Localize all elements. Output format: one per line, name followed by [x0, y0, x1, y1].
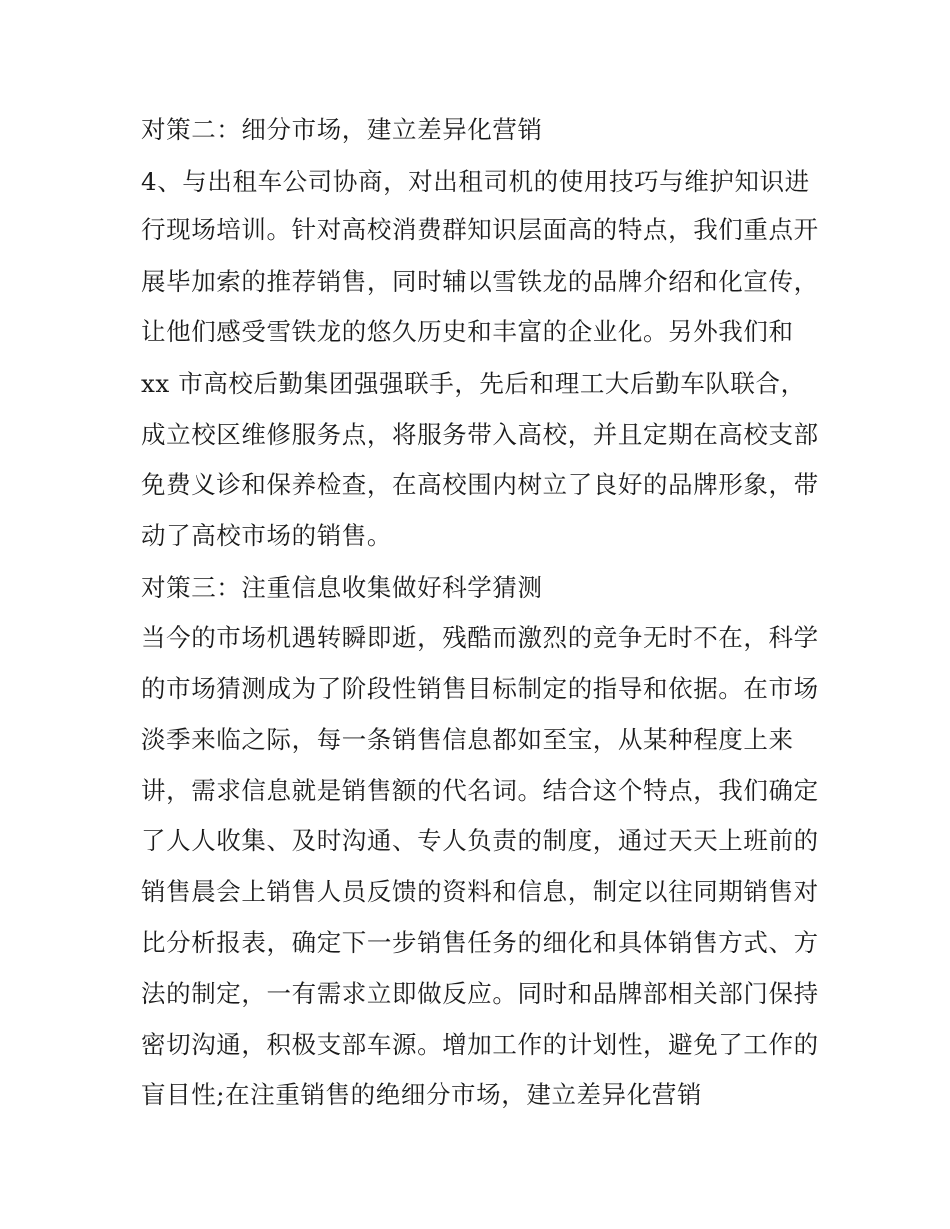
paragraph-line: 法的制定，一有需求立即做反应。同时和品牌部相关部门保持 [141, 979, 819, 1008]
paragraph-line: 行现场培训。针对高校消费群知识层面高的特点，我们重点开 [141, 215, 819, 244]
paragraph-line: 免费义诊和保养检查，在高校围内树立了良好的品牌形象，带 [141, 470, 819, 499]
paragraph-line: 销售晨会上销售人员反馈的资料和信息，制定以往同期销售对 [141, 877, 819, 906]
paragraph-line: 让他们感受雪铁龙的悠久历史和丰富的企业化。另外我们和 [141, 317, 794, 346]
paragraph-line: 盲目性;在注重销售的绝细分市场，建立差异化营销 [141, 1080, 703, 1109]
section-heading: 对策二：细分市场，建立差异化营销 [141, 115, 543, 144]
paragraph-line: 的市场猜测成为了阶段性销售目标制定的指导和依据。在市场 [141, 674, 819, 703]
paragraph-line: xx 市高校后勤集团强强联手，先后和理工大后勤车队联合， [141, 369, 806, 398]
paragraph-line: 展毕加索的推荐销售，同时辅以雪铁龙的品牌介绍和化宣传， [141, 267, 819, 296]
paragraph-line: 4、与出租车公司协商，对出租司机的使用技巧与维护知识进 [141, 167, 810, 196]
paragraph-line: 当今的市场机遇转瞬即逝，残酷而激烈的竞争无时不在，科学 [141, 623, 819, 652]
paragraph-line: 密切沟通，积极支部车源。增加工作的计划性，避免了工作的 [141, 1030, 819, 1059]
paragraph-line: 比分析报表，确定下一步销售任务的细化和具体销售方式、方 [141, 928, 819, 957]
paragraph-line: 了人人收集、及时沟通、专人负责的制度，通过天天上班前的 [141, 826, 819, 855]
paragraph-line: 讲，需求信息就是销售额的代名词。结合这个特点，我们确定 [141, 776, 819, 805]
paragraph-line: 成立校区维修服务点，将服务带入高校，并且定期在高校支部 [141, 420, 819, 449]
section-heading: 对策三：注重信息收集做好科学猜测 [141, 573, 543, 602]
paragraph-line: 淡季来临之际，每一条销售信息都如至宝，从某种程度上来 [141, 725, 794, 754]
paragraph-line: 动了高校市场的销售。 [141, 521, 392, 550]
